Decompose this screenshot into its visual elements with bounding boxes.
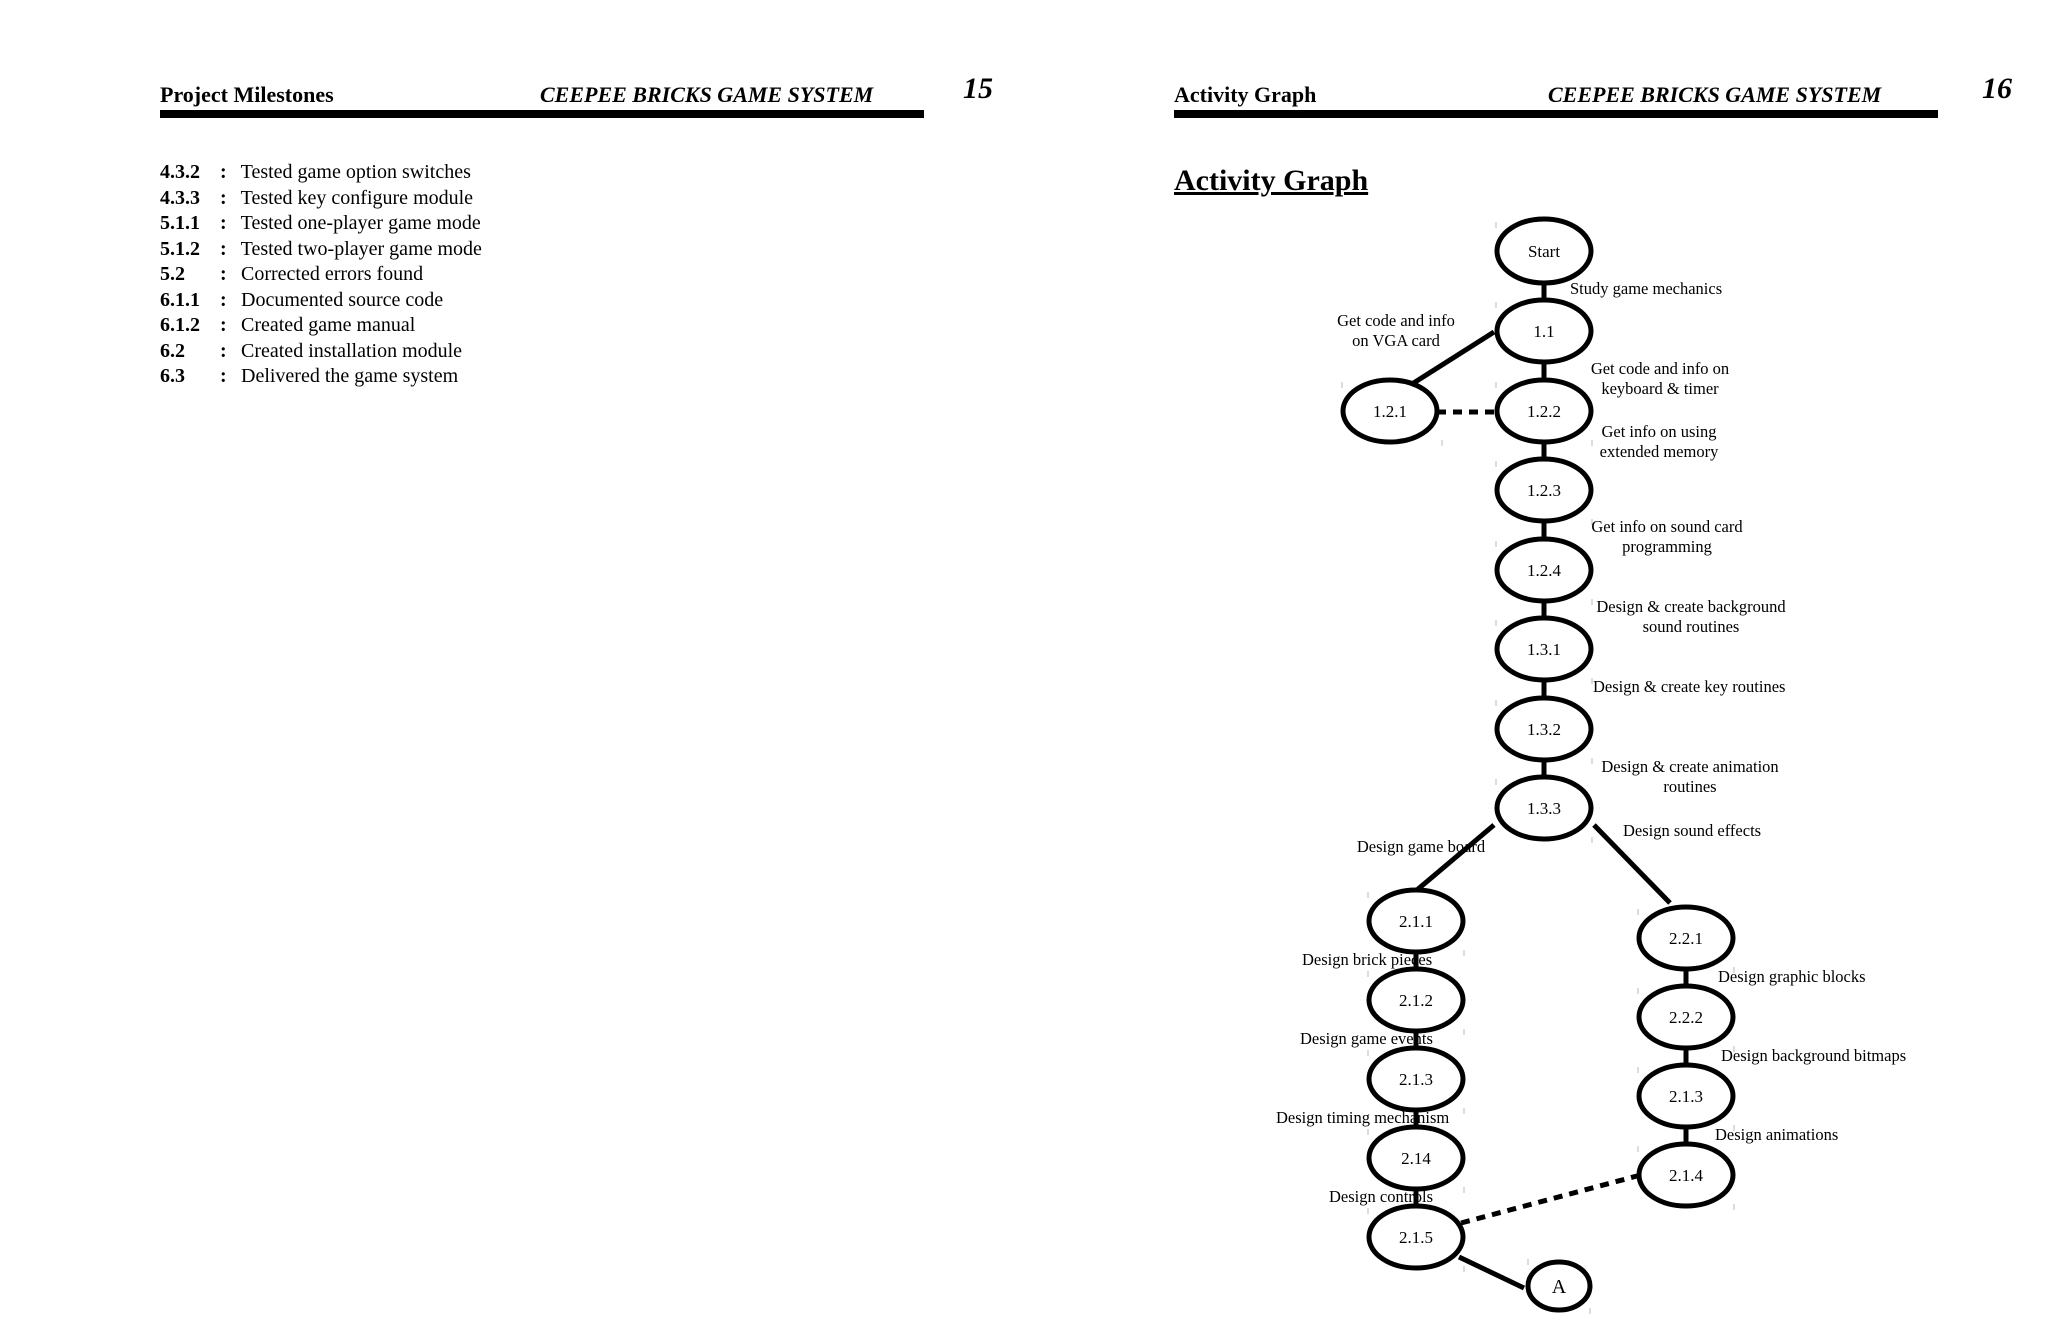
system-title: CEEPEE BRICKS GAME SYSTEM [1548,82,1882,107]
milestone-code: 6.1.1 [160,288,200,311]
activity-label: Get code and info [1337,311,1455,330]
left-page-header [160,72,924,112]
milestone-item [160,364,482,390]
milestone-code: 6.2 [160,339,185,362]
activity-label: Design & create animation [1601,757,1779,776]
activity-label: Design timing mechanism [1276,1108,1450,1127]
milestone-text: Tested game option switches [240,161,471,183]
activity-label: Study game mechanics [1570,279,1723,298]
milestone-text: Tested key configure module [240,186,474,209]
node-label-2-1-2: 2.1.2 [1399,991,1433,1010]
milestone-separator: : [220,161,227,183]
milestone-list [160,160,482,390]
milestone-text: Created installation module [241,339,463,362]
activity-label: Design animations [1715,1125,1839,1144]
activity-label: Design controls [1329,1187,1434,1206]
section-title: Project Milestones [160,82,334,107]
activity-label: Get info on using [1601,422,1717,441]
system-title: CEEPEE BRICKS GAME SYSTEM [540,82,874,107]
milestone-code: 5.1.1 [160,212,200,234]
node-label-2-1-4: 2.1.4 [1669,1166,1703,1185]
milestone-code: 5.2 [160,263,185,285]
node-label-connector-a: A [1551,1276,1567,1298]
edge-1-3-3-2-1-1 [1411,825,1494,895]
milestone-text: Corrected errors found [241,263,424,285]
activity-label: Design graphic blocks [1718,967,1866,986]
milestone-item [160,160,482,186]
milestone-code: 4.3.2 [160,161,200,183]
milestone-separator: : [220,186,227,209]
node-label-1-1: 1.1 [1533,322,1555,341]
node-label-2-1-5: 2.1.5 [1399,1228,1433,1247]
milestone-code: 5.1.2 [160,237,200,260]
header-rule [160,110,924,118]
milestone-text: Delivered the game system [241,365,459,387]
activity-label: Design game events [1300,1029,1433,1048]
node-label-1-3-2: 1.3.2 [1527,720,1561,739]
page-number: 15 [963,72,993,105]
node-label-start: Start [1527,242,1561,261]
milestone-code: 6.1.2 [160,314,200,336]
activity-graph [1024,0,2048,1339]
node-label-1-3-1: 1.3.1 [1527,640,1561,659]
milestone-item [160,339,482,365]
milestone-item [160,313,482,339]
page-number: 16 [1982,72,2012,105]
milestone-separator: : [220,314,227,336]
node-label-1-2-4: 1.2.4 [1527,561,1561,580]
activity-label: Design & create key routines [1593,677,1786,696]
activity-label: Design brick pieces [1302,950,1433,969]
milestone-code: 6.3 [160,365,185,387]
milestone-item [160,262,482,288]
milestone-text: Tested two-player game mode [240,237,482,260]
section-title: Activity Graph [1174,82,1317,107]
milestone-item [160,211,482,237]
node-label-1-2-1: 1.2.1 [1373,402,1407,421]
node-label-2-1-3-right: 2.1.3 [1669,1087,1703,1106]
milestone-item [160,288,482,314]
milestone-separator: : [220,212,227,234]
milestone-separator: : [220,339,227,362]
node-label-2-14: 2.14 [1401,1149,1431,1168]
activity-label: extended memory [1599,442,1719,461]
node-label-1-3-3: 1.3.3 [1527,799,1561,818]
activity-label: on VGA card [1352,331,1440,350]
milestone-item [160,186,482,212]
activity-label: Get code and info on [1590,359,1730,378]
node-label-1-2-2: 1.2.2 [1527,402,1561,421]
milestone-separator: : [220,263,227,285]
milestone-separator: : [220,237,227,260]
milestone-text: Documented source code [241,288,444,311]
activity-graph-title: Activity Graph [1174,164,1369,197]
milestone-text: Created game manual [241,314,416,336]
activity-label: programming [1622,537,1712,556]
node-label-2-1-3: 2.1.3 [1399,1070,1433,1089]
milestone-code: 4.3.3 [160,186,200,209]
activity-label: routines [1663,777,1717,796]
node-label-2-1-1: 2.1.1 [1399,912,1433,931]
milestone-item [160,237,482,263]
activity-label: Design & create background [1596,597,1786,616]
right-page [1024,0,2048,1339]
activity-label: Design sound effects [1623,821,1762,840]
edge-2-1-5-a [1459,1257,1524,1288]
activity-label: sound routines [1642,617,1740,636]
node-label-2-2-2: 2.2.2 [1669,1008,1703,1027]
milestone-separator: : [220,365,227,387]
activity-label: Design game board [1356,837,1486,856]
activity-label: keyboard & timer [1601,379,1719,398]
activity-label: Design background bitmaps [1721,1046,1907,1065]
dummy-edge-2-1-5-2-1-4 [1461,1176,1637,1223]
node-label-2-2-1: 2.2.1 [1669,929,1703,948]
milestone-text: Tested one-player game mode [240,212,481,234]
milestone-separator: : [220,288,227,311]
activity-label: Get info on sound card [1591,517,1743,536]
node-label-1-2-3: 1.2.3 [1527,481,1561,500]
